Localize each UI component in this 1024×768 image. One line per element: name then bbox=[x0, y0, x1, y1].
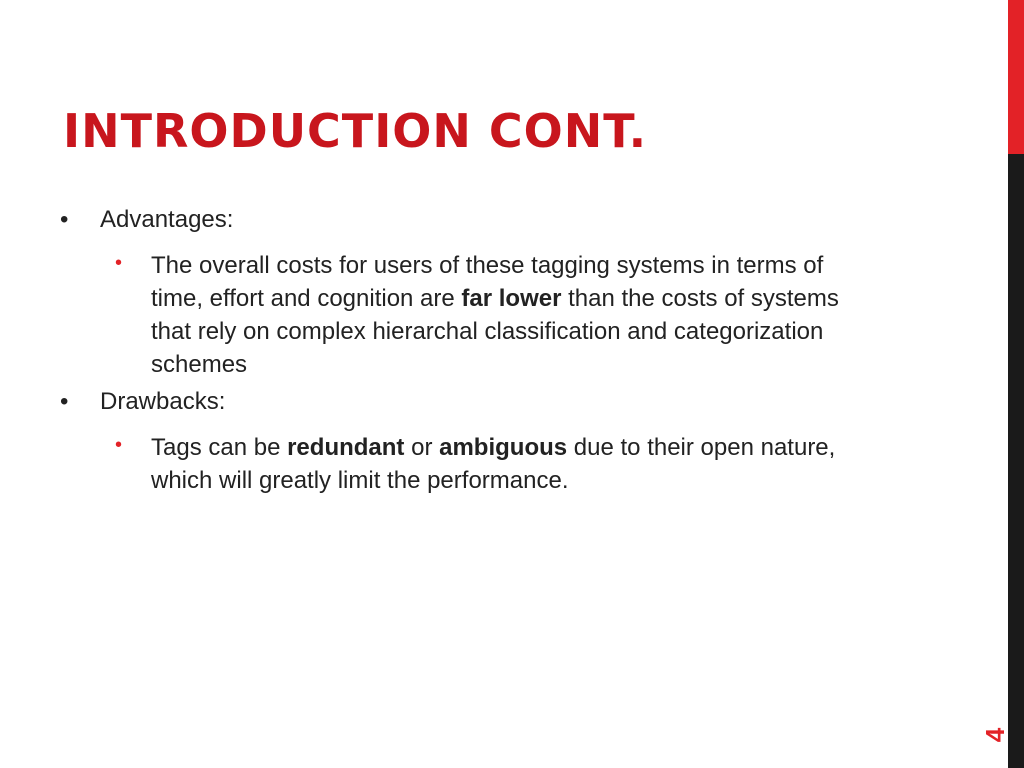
bold-text-run: ambiguous bbox=[439, 434, 568, 461]
bold-text-run: redundant bbox=[287, 434, 405, 461]
bullet-dot-icon: • bbox=[60, 206, 69, 233]
text-run: or bbox=[404, 434, 440, 461]
bullet-drawbacks bbox=[58, 385, 878, 419]
red-bullet-dot-icon: • bbox=[115, 434, 123, 456]
sub-bullet-text bbox=[151, 434, 835, 494]
text-run: due to their open nature, which will greatly limit the performance. bbox=[151, 434, 836, 494]
sub-bullet-drawback-1 bbox=[58, 431, 878, 497]
page-number: 4 bbox=[980, 727, 1010, 743]
slide-title: INTRODUCTION CONT. bbox=[63, 104, 648, 158]
bullet-advantages bbox=[58, 203, 878, 237]
side-accent-bar-red bbox=[1008, 0, 1024, 154]
text-run: than the costs of systems that rely on complex hierarchal classification and categorization schemes bbox=[151, 285, 839, 378]
bold-text-run: far lower bbox=[461, 285, 562, 312]
sub-bullet-text bbox=[151, 252, 839, 378]
slide-body bbox=[58, 203, 878, 501]
sub-bullet-advantage-1 bbox=[58, 249, 878, 381]
bullet-label: Drawbacks: bbox=[100, 388, 226, 415]
text-run: The overall costs for users of these tagging systems in terms of time, effort and cognition are bbox=[151, 252, 824, 312]
red-bullet-dot-icon: • bbox=[115, 252, 123, 274]
bullet-label: Advantages: bbox=[100, 206, 234, 233]
text-run: Tags can be bbox=[151, 434, 288, 461]
side-accent-bar-dark bbox=[1008, 154, 1024, 768]
bullet-dot-icon: • bbox=[60, 388, 69, 415]
